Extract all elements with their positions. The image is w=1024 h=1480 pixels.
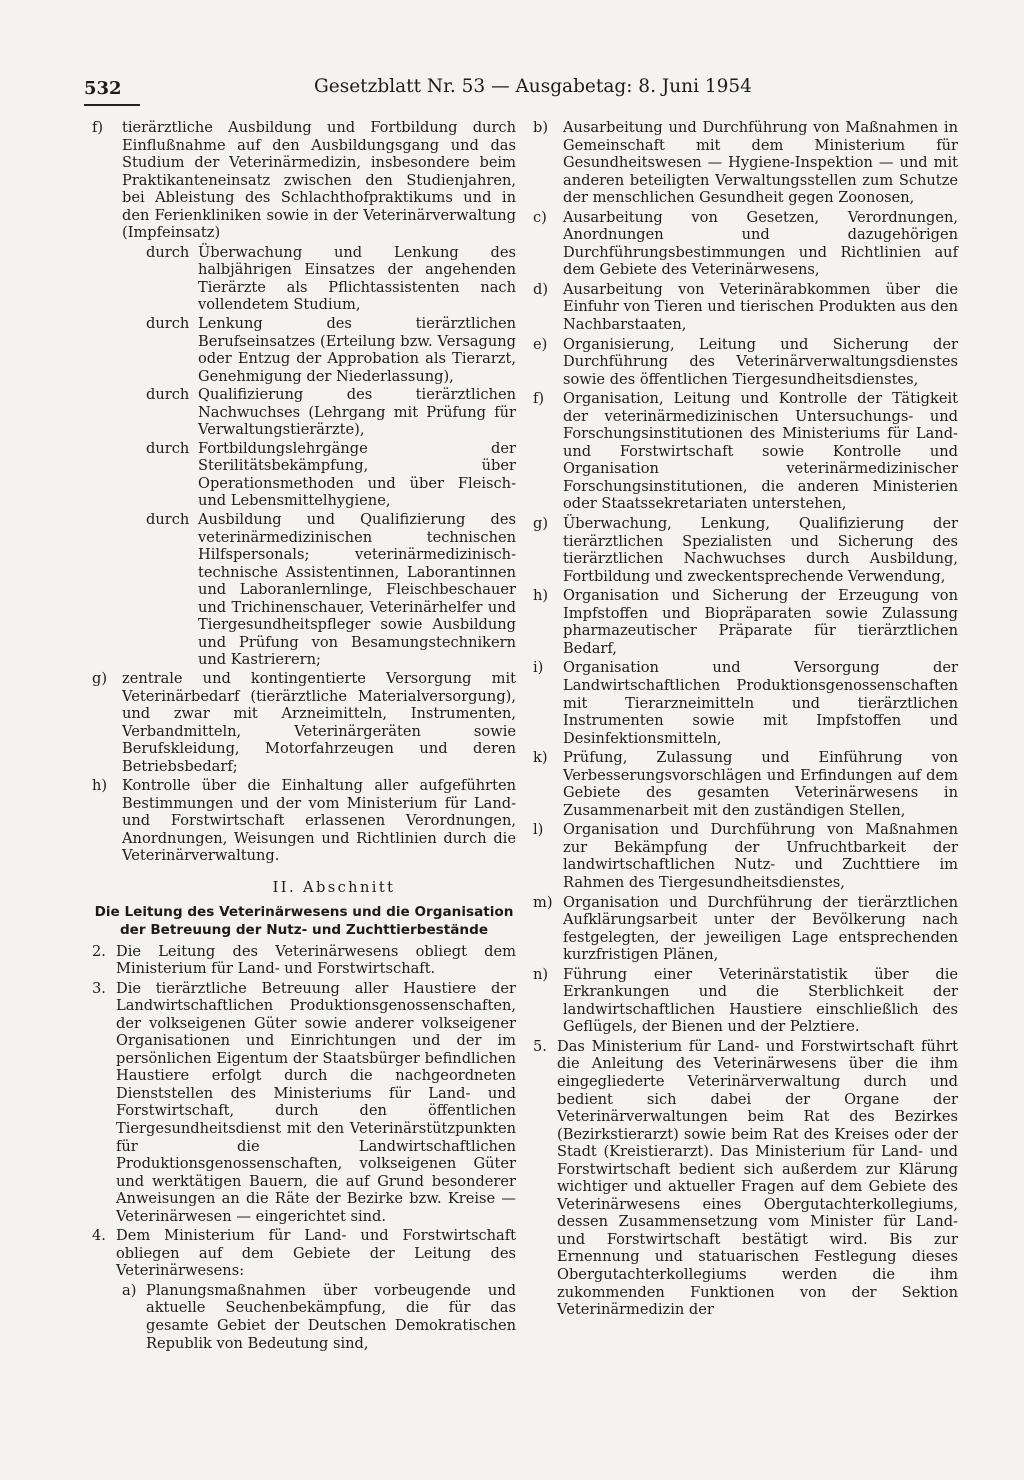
left-column xyxy=(92,119,516,1352)
paragraph-text: Die Leitung des Veterinärwesens obliegt dem Ministerium für Land- und Forstwirtschaft. xyxy=(116,942,516,978)
durch-item xyxy=(92,440,516,510)
durch-text: Ausbildung und Qualifizierung des veterinärmedizinischen technischen Hilfspersonals; veterinärmedizinisch-technische Assistentinnen, Laborantinnen und Laboranlernlinge, Fleischbeschauer und Trichinenschauer, Veterinärhelfer und Tiergesundheitspfleger sowie Ausbildung und Prüfung von Besamungstechnikern und Kastrierern; xyxy=(198,511,516,669)
running-title: Gesetzblatt Nr. 53 — Ausgabetag: 8. Juni 1954 xyxy=(314,76,752,97)
list-item-h xyxy=(533,587,958,657)
durch-label: durch xyxy=(146,243,190,261)
item-label: f) xyxy=(533,390,545,408)
paragraph-number: 3. xyxy=(92,979,106,997)
paragraph-number: 4. xyxy=(92,1227,106,1245)
paragraph-3 xyxy=(92,980,516,1226)
section-title: Die Leitung des Veterinärwesens und die Organisation der Betreuung der Nutz- und Zuchttierbestände xyxy=(94,903,514,938)
durch-text: Überwachung und Lenkung des halbjährigen Einsatzes der angehenden Tierärzte als Pflichtassistenten nach vollendetem Studium, xyxy=(198,243,516,314)
list-item-l xyxy=(533,821,958,891)
item-text: Kontrolle über die Einhaltung aller aufgeführten Bestimmungen und der vom Ministerium für Land- und Forstwirtschaft erlassenen Verordnungen, Anordnungen, Weisungen und Richtlinien durch die Veterinärverwaltung. xyxy=(122,777,516,865)
item-text: tierärztliche Ausbildung und Fortbildung durch Einflußnahme auf den Ausbildungsgang und das Studium der Veterinärmedizin, insbesondere beim Praktikanteneinsatz zwischen den Studienjahren, bei Ableistung des Schlachthofpraktikums und in den Ferienkliniken sowie in der Veterinärverwaltung (Impfeinsatz) xyxy=(122,119,516,242)
item-text: Organisation und Sicherung der Erzeugung von Impfstoffen und Biopräparaten sowie Zulassung pharmazeutischer Präparate für tierärztlichen Bedarf, xyxy=(563,587,958,657)
paragraph-number: 2. xyxy=(92,942,106,960)
item-text: Ausarbeitung von Veterinärabkommen über die Einfuhr von Tieren und tierischen Produkten aus den Nachbarstaaten, xyxy=(563,280,958,334)
durch-item xyxy=(92,244,516,314)
paragraph-5 xyxy=(533,1038,958,1319)
item-text: Überwachung, Lenkung, Qualifizierung der tierärztlichen Spezialisten und Sicherung des tierärztlichen Nachwuchses durch Ausbildung, Fortbildung und zweckentsprechende Verwendung, xyxy=(563,515,958,585)
item-label: e) xyxy=(533,335,548,353)
item-text: Planungsmaßnahmen über vorbeugende und aktuelle Seuchenbekämpfung, die für das gesamte Gebiet der Deutschen Demokratischen Republik von Bedeutung sind, xyxy=(146,1281,516,1352)
item-text: Organisierung, Leitung und Sicherung der Durchführung des Veterinärverwaltungsdienstes sowie des öffentlichen Tiergesundheitsdienstes, xyxy=(563,335,958,388)
right-column xyxy=(533,119,958,1321)
item-text: Organisation, Leitung und Kontrolle der Tätigkeit der veterinärmedizinischen Untersuchungs- und Forschungsinstitutionen des Ministeriums für Land- und Forstwirtschaft sowie Kontrolle und Organisation veterinärmedizinischer Forschungsinstitutionen, die anderen Ministerien oder Staatssekretariaten unterstehen, xyxy=(563,390,958,513)
list-item-g xyxy=(533,515,958,585)
list-item-k xyxy=(533,749,958,819)
list-item-i xyxy=(533,659,958,747)
list-item-n xyxy=(533,966,958,1036)
item-text: Organisation und Durchführung der tierärztlichen Aufklärungsarbeit unter der Bevölkerung nach festgelegten, der jeweiligen Lage entsprechenden kurzfristigen Plänen, xyxy=(563,893,958,964)
item-label: g) xyxy=(533,515,549,533)
item-label: h) xyxy=(533,587,549,605)
item-label: a) xyxy=(122,1281,137,1299)
item-label: b) xyxy=(533,119,549,136)
item-text: Ausarbeitung von Gesetzen, Verordnungen, Anordnungen und dazugehörigen Durchführungsbestimmungen und Richtlinien auf dem Gebiete des Veterinärwesens, xyxy=(563,208,958,279)
durch-item xyxy=(92,315,516,385)
list-item-d xyxy=(533,281,958,334)
page-header xyxy=(0,78,1024,108)
paragraph-2 xyxy=(92,943,516,978)
item-text: Führung einer Veterinärstatistik über die Erkrankungen und die Sterblichkeit der landwirtschaftlichen Haustiere einschließlich des Geflügels, der Bienen und der Pelztiere. xyxy=(563,965,958,1036)
section-heading: II. Abschnitt xyxy=(272,878,396,896)
item-label: h) xyxy=(92,777,108,795)
list-item-g xyxy=(92,670,516,775)
page-number: 532 xyxy=(84,78,122,99)
item-label: l) xyxy=(533,821,544,839)
list-item-h xyxy=(92,777,516,865)
list-item-c xyxy=(533,209,958,279)
item-text: Organisation und Durchführung von Maßnahmen zur Bekämpfung der Unfruchtbarkeit der landwirtschaftlichen Nutz- und Zuchttiere im Rahmen des Tiergesundheitsdienstes, xyxy=(563,821,958,891)
paragraph-number: 5. xyxy=(533,1037,547,1055)
durch-label: durch xyxy=(146,439,190,457)
paragraph-4a xyxy=(92,1282,516,1352)
paragraph-4 xyxy=(92,1227,516,1280)
durch-text: Fortbildungslehrgänge der Sterilitätsbekämpfung, über Operationsmethoden und über Fleisch- und Lebensmittelhygiene, xyxy=(198,439,516,510)
list-item-e xyxy=(533,336,958,389)
item-label: k) xyxy=(533,749,548,767)
list-item-f xyxy=(92,119,516,242)
item-label: f) xyxy=(92,119,104,136)
list-item-b xyxy=(533,119,958,207)
item-label: m) xyxy=(533,893,553,911)
durch-label: durch xyxy=(146,315,190,333)
item-text: zentrale und kontingentierte Versorgung mit Veterinärbedarf (tierärztliche Materialversorgung), und zwar mit Arzneimitteln, Instrumenten, Verbandmitteln, Veterinärgeräten sowie Berufskleidung, Motorfahrzeugen und deren Betriebsbedarf; xyxy=(122,669,516,775)
durch-label: durch xyxy=(146,386,190,404)
durch-text: Qualifizierung des tierärztlichen Nachwuchses (Lehrgang mit Prüfung für Verwaltungstierärzte), xyxy=(198,386,516,439)
paragraph-text: Das Ministerium für Land- und Forstwirtschaft führt die Anleitung des Veterinärwesens über die ihm eingegliederte Veterinärverwaltung durch und bedient sich dabei der Organe der Veterinärverwaltungen beim Rat des Bezirkes (Bezirkstierarzt) sowie beim Rat des Kreises oder der Stadt (Kreistierarzt). Das Ministerium für Land- und Forstwirtschaft bedient sich außerdem zur Klärung wichtiger und aktueller Fragen auf dem Gebiete des Veterinärwesens eines Obergutachterkollegiums, dessen Zusammensetzung vom Minister für Land- und Forstwirtschaft bestätigt wird. Bis zur Ernennung und statuarischen Festlegung dieses Obergutachterkollegiums werden die ihm zukommenden Funktionen von der Sektion Veterinärmedizin der xyxy=(557,1037,958,1319)
item-text: Organisation und Versorgung der Landwirtschaftlichen Produktionsgenossenschaften mit Tierarzneimitteln und tierärztlichen Instrumenten sowie mit Impfstoffen und Desinfektionsmitteln, xyxy=(563,659,958,747)
item-label: n) xyxy=(533,965,549,983)
durch-item xyxy=(92,511,516,669)
item-text: Ausarbeitung und Durchführung von Maßnahmen in Gemeinschaft mit dem Ministerium für Gesundheitswesen — Hygiene-Inspektion — und mit anderen beteiligten Verwaltungsstellen zum Schutze der menschlichen Gesundheit gegen Zoonosen, xyxy=(563,119,958,207)
paragraph-text: Die tierärztliche Betreuung aller Haustiere der Landwirtschaftlichen Produktionsgenossenschaften, der volkseigenen Güter sowie anderer volkseigener Organisationen und Einrichtungen und der im persönlichen Eigentum der Staatsbürger befindlichen Haustiere erfolgt durch die nachgeordneten Dienststellen des Ministeriums für Land- und Forstwirtschaft, durch den öffentlichen Tiergesundheitsdienst mit den Veterinärstützpunkten für die Landwirtschaftlichen Produktionsgenossenschaften, volkseigenen Güter und werktätigen Bauern, die auf Grund besonderer Anweisungen an die Räte der Bezirke bzw. Kreise — Veterinärwesen — eingerichtet sind. xyxy=(116,979,516,1225)
list-item-f xyxy=(533,390,958,513)
list-item-m xyxy=(533,894,958,964)
item-label: d) xyxy=(533,280,549,298)
durch-item xyxy=(92,386,516,439)
page-number-rule xyxy=(84,104,140,106)
durch-label: durch xyxy=(146,511,190,529)
durch-text: Lenkung des tierärztlichen Berufseinsatzes (Erteilung bzw. Versagung oder Entzug der Approbation als Tierarzt, Genehmigung der Niederlassung), xyxy=(198,315,516,385)
item-label: c) xyxy=(533,208,547,226)
item-text: Prüfung, Zulassung und Einführung von Verbesserungsvorschlägen und Erfindungen auf dem Gebiete des gesamten Veterinärwesens in Zusammenarbeit mit den zuständigen Stellen, xyxy=(563,749,958,819)
item-label: g) xyxy=(92,669,108,687)
item-label: i) xyxy=(533,659,544,677)
paragraph-text: Dem Ministerium für Land- und Forstwirtschaft obliegen auf dem Gebiete der Leitung des Veterinärwesens: xyxy=(116,1227,516,1280)
